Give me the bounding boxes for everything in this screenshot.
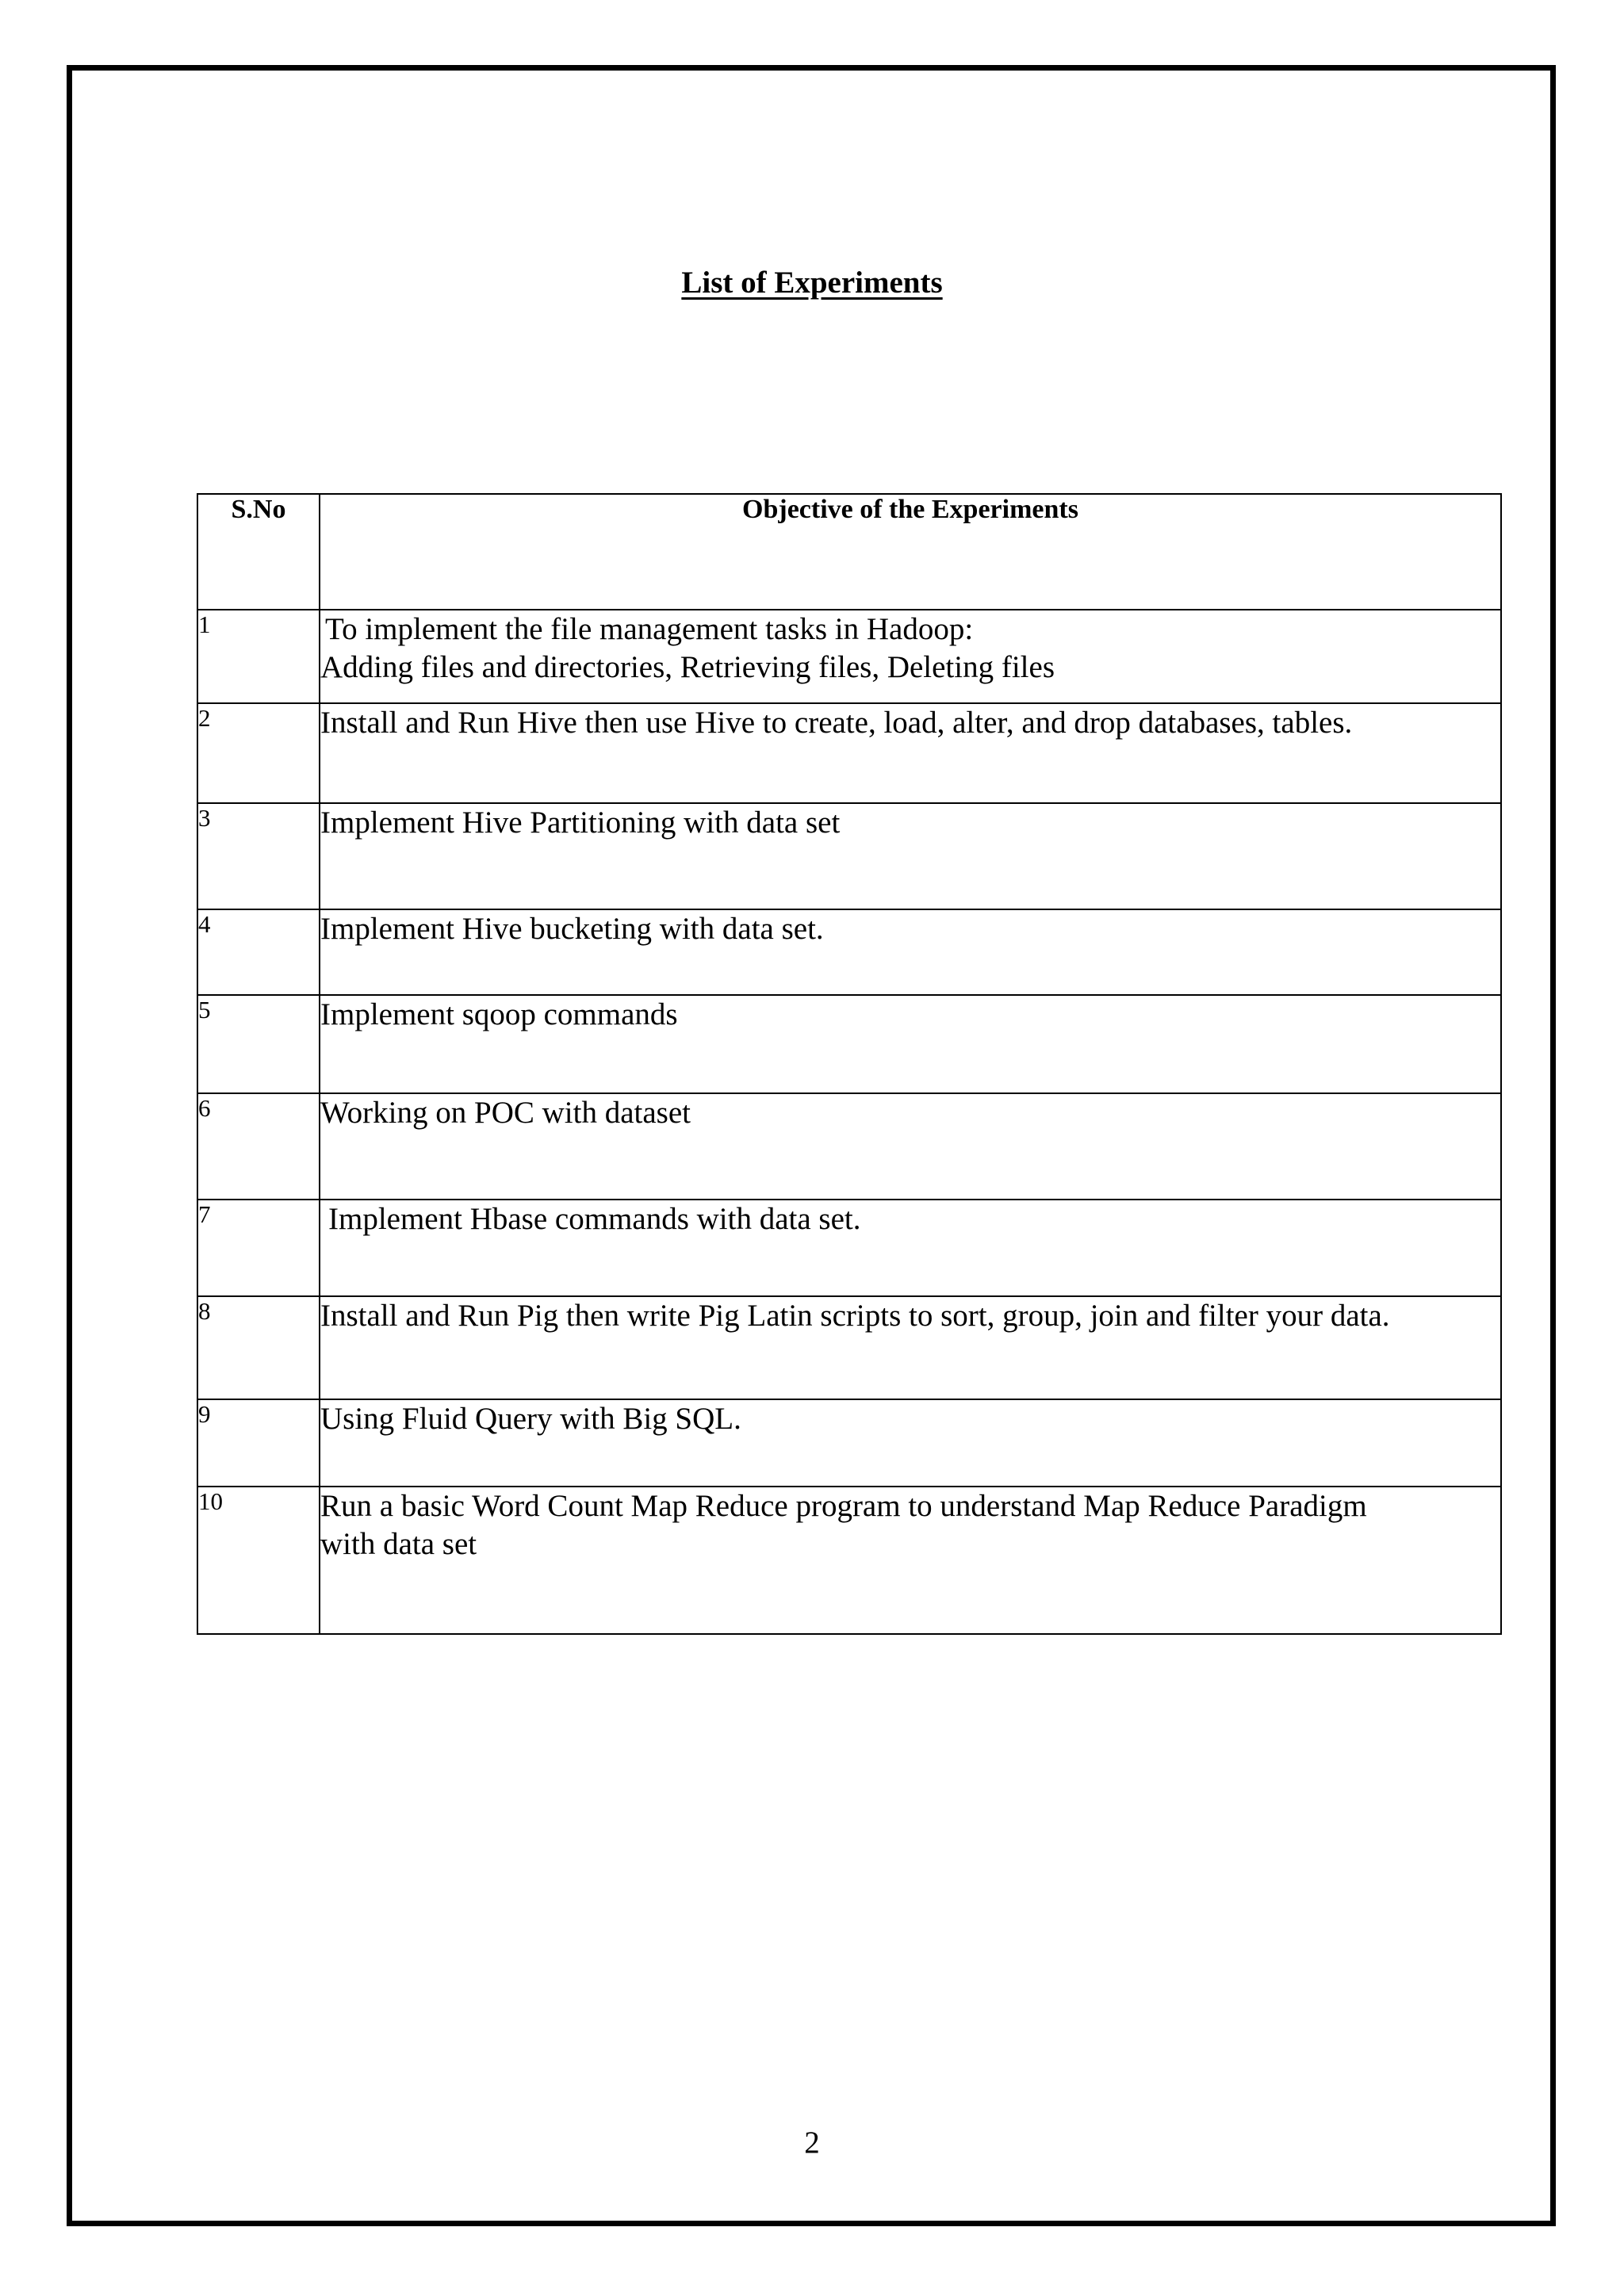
objective-line: To implement the file management tasks in Hadoop: (325, 612, 974, 646)
table-row (197, 703, 1501, 803)
objective-line: Install and Run Pig then write Pig Latin scripts to sort, group, join and filter your data. (320, 1299, 1390, 1333)
row-sno: 6 (197, 1093, 320, 1200)
row-sno: 10 (197, 1487, 320, 1634)
page-number: 2 (804, 2126, 820, 2160)
row-objective (320, 1399, 1501, 1487)
objective-line: with data set (320, 1527, 477, 1561)
row-sno: 3 (197, 803, 320, 909)
objective-line: Adding files and directories, Retrieving files, Deleting files (320, 650, 1055, 684)
experiments-table (197, 493, 1502, 1635)
row-sno: 8 (197, 1296, 320, 1399)
objective-line: Implement Hive bucketing with data set. (320, 912, 824, 946)
header-objective: Objective of the Experiments (320, 494, 1501, 610)
row-objective (320, 909, 1501, 995)
objective-line: Implement Hbase commands with data set. (328, 1202, 861, 1236)
row-objective (320, 995, 1501, 1093)
table-row (197, 1296, 1501, 1399)
row-sno: 5 (197, 995, 320, 1093)
page-title-text: List of Experiments (681, 266, 943, 300)
table-row (197, 995, 1501, 1093)
row-sno: 2 (197, 703, 320, 803)
page-title (0, 265, 1624, 300)
row-objective (320, 703, 1501, 803)
table-row (197, 909, 1501, 995)
objective-line: Using Fluid Query with Big SQL. (320, 1402, 741, 1436)
table-row (197, 1399, 1501, 1487)
row-sno: 1 (197, 610, 320, 703)
row-objective (320, 610, 1501, 703)
row-sno: 9 (197, 1399, 320, 1487)
table-row (197, 610, 1501, 703)
table-row (197, 1200, 1501, 1296)
row-objective (320, 1487, 1501, 1634)
objective-line: Working on POC with dataset (320, 1096, 691, 1130)
header-sno: S.No (197, 494, 320, 610)
objective-line: Implement sqoop commands (320, 997, 678, 1031)
table-row (197, 1487, 1501, 1634)
objective-line: Install and Run Hive then use Hive to create, load, alter, and drop databases, tables. (320, 706, 1353, 740)
table-row (197, 803, 1501, 909)
row-objective (320, 803, 1501, 909)
row-objective (320, 1200, 1501, 1296)
row-sno: 7 (197, 1200, 320, 1296)
objective-line: Implement Hive Partitioning with data set (320, 806, 841, 840)
row-objective (320, 1296, 1501, 1399)
objective-line: Run a basic Word Count Map Reduce program to understand Map Reduce Paradigm (320, 1489, 1367, 1523)
row-objective (320, 1093, 1501, 1200)
row-sno: 4 (197, 909, 320, 995)
table-row (197, 1093, 1501, 1200)
table-header-row (197, 494, 1501, 610)
